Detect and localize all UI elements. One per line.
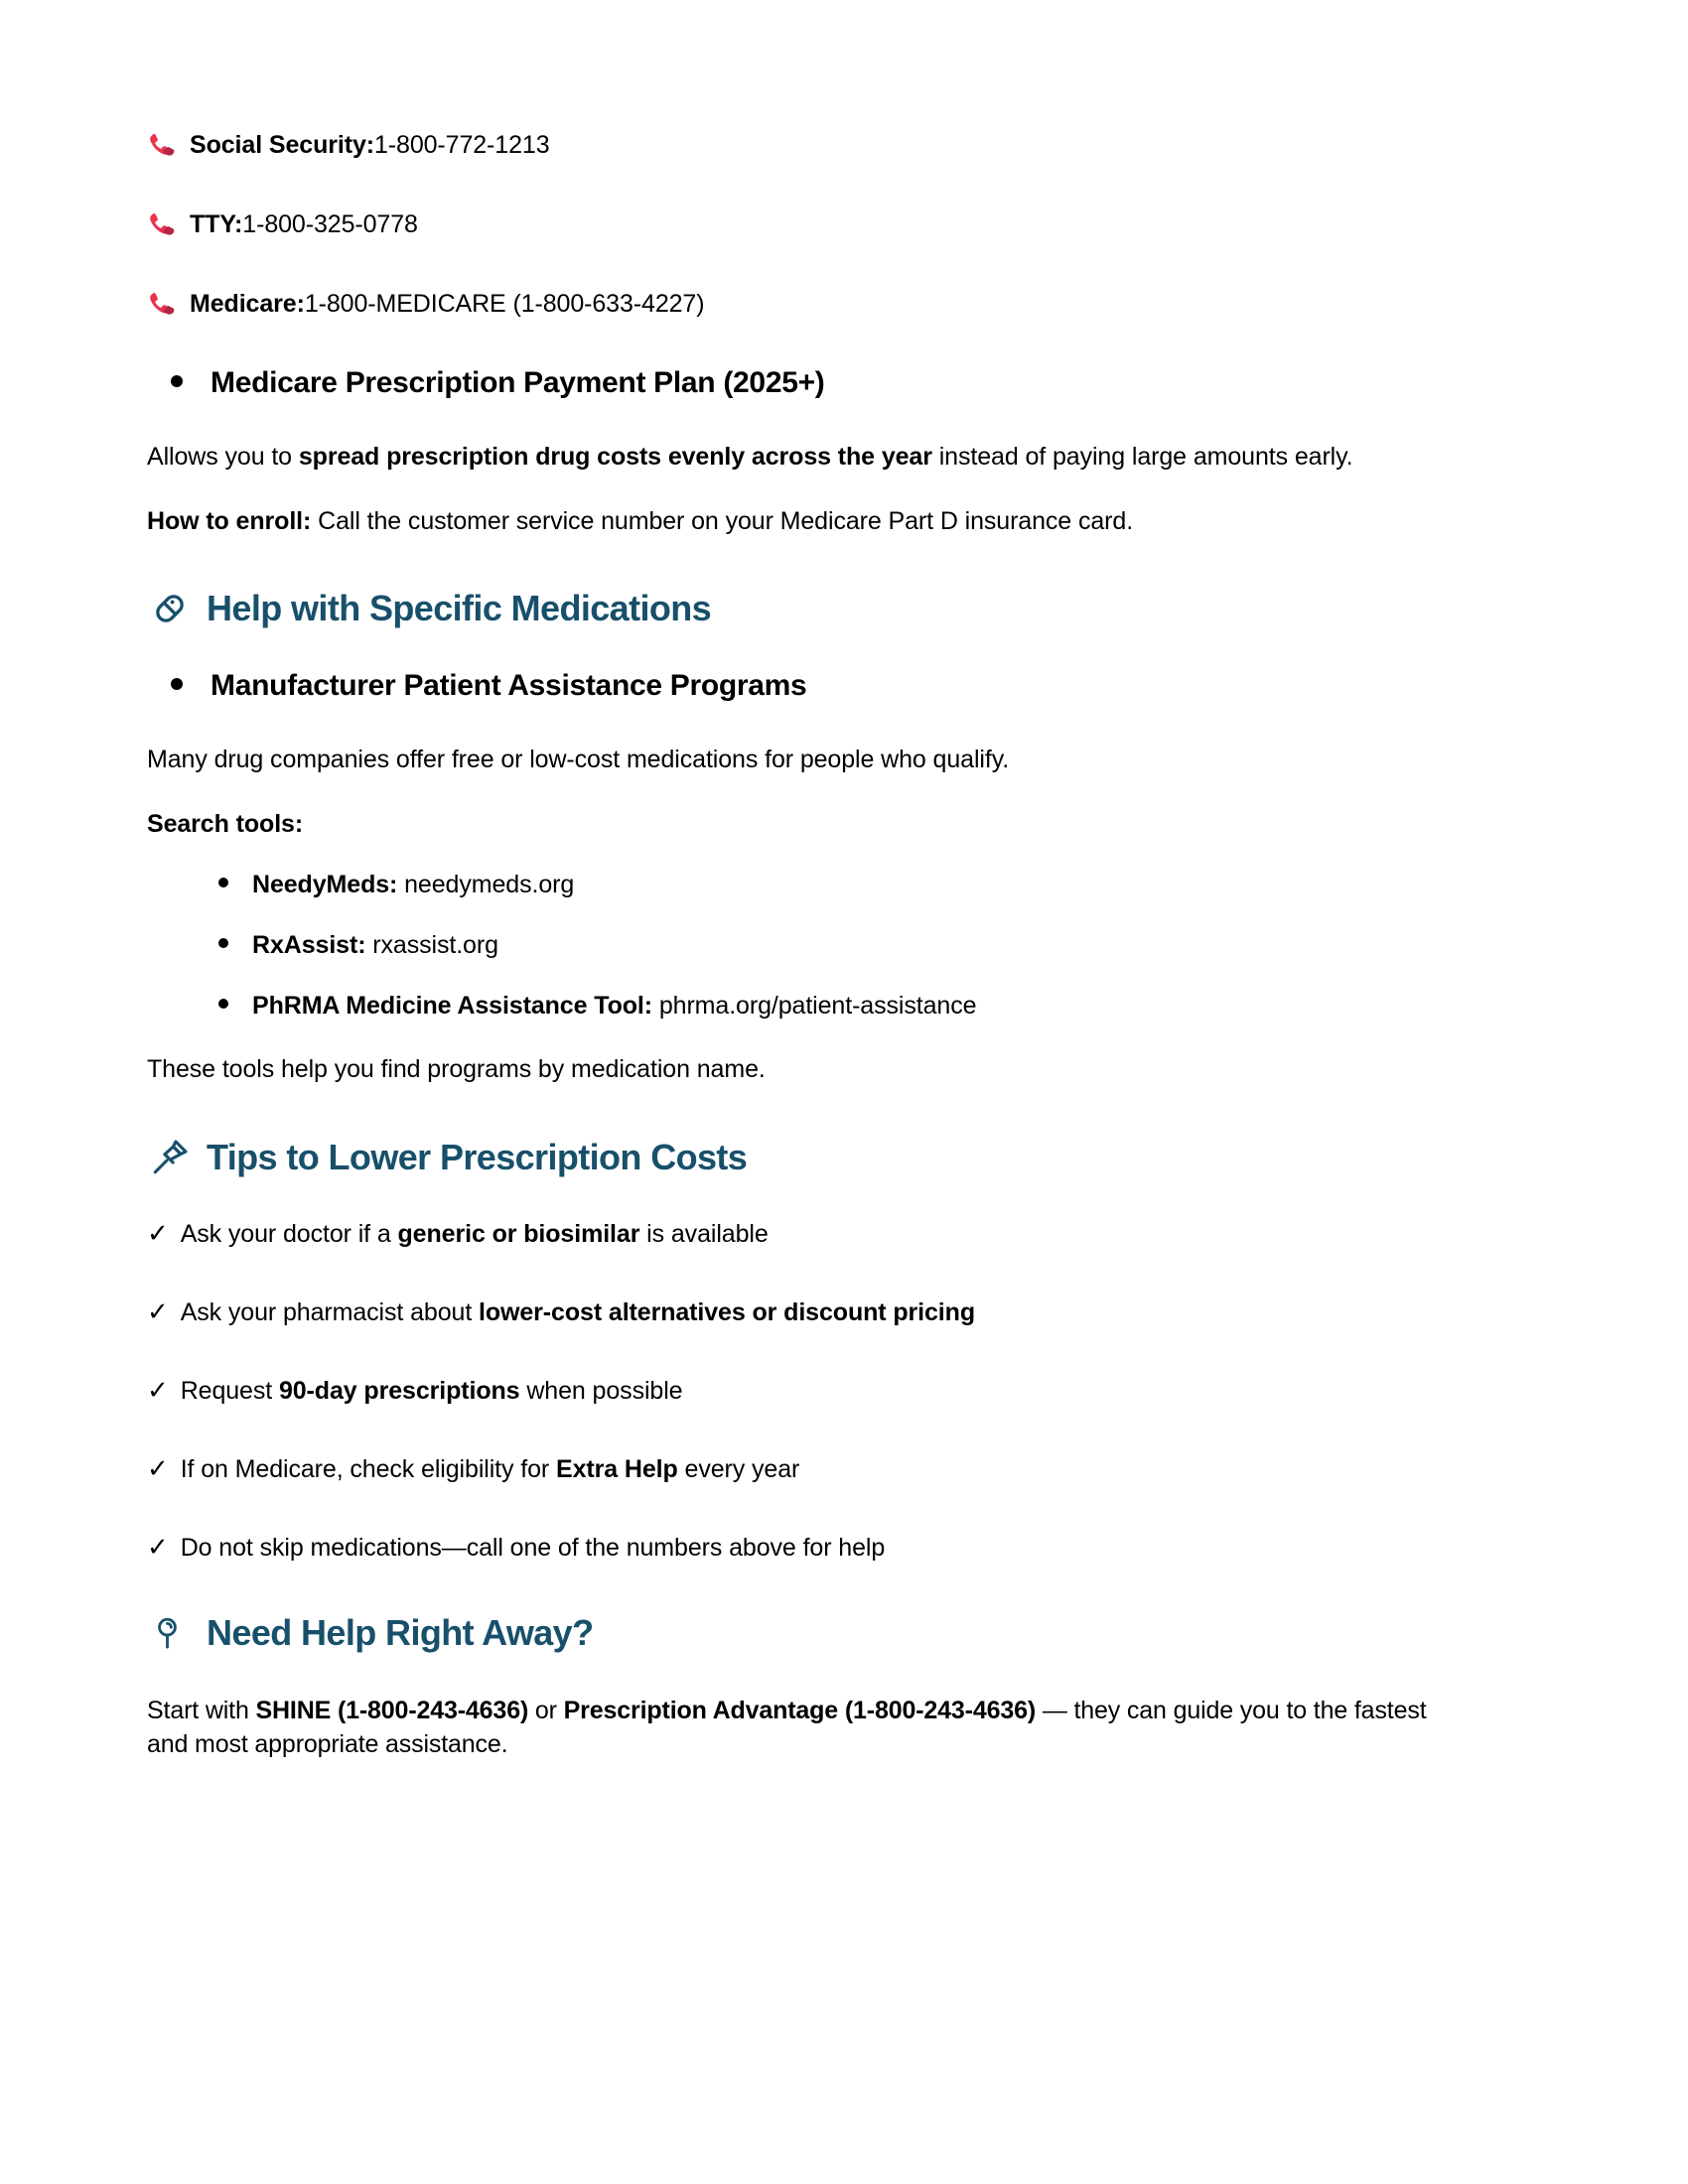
contact-list: [147, 129, 1529, 321]
urgent-bold-shine: SHINE (1-800-243-4636): [255, 1696, 529, 1724]
tip-before: Do not skip medications—call one of the numbers above for help: [180, 1533, 886, 1562]
bullet-dot-icon: [171, 375, 183, 387]
pill-capsule-icon: [147, 586, 193, 631]
bullet-heading-manufacturer-programs: [147, 669, 1529, 703]
tip-before: If on Medicare, check eligibility for: [180, 1454, 556, 1483]
urgent-bold-prescription-advantage: Prescription Advantage (1-800-243-4636): [563, 1696, 1037, 1724]
checkmark-icon: ✓: [147, 1452, 169, 1483]
checkmark-icon: ✓: [147, 1296, 169, 1326]
contact-label: TTY:: [190, 209, 243, 238]
desc-bold: spread prescription drug costs evenly across the year: [298, 443, 932, 472]
bullet-dot-icon: [171, 678, 183, 690]
tool-url: phrma.org/patient-assistance: [651, 992, 977, 1021]
tips-check-list: [147, 1218, 1529, 1563]
contact-row-tty: [147, 208, 1529, 242]
tip-before: Ask your pharmacist about: [180, 1297, 480, 1326]
checkmark-icon: ✓: [147, 1531, 169, 1562]
enroll-text: Call the customer service number on your Medicare Part D insurance card.: [311, 506, 1134, 535]
checkmark-icon: ✓: [147, 1217, 169, 1248]
telephone-icon: [147, 290, 175, 318]
tool-name: NeedyMeds:: [252, 871, 398, 899]
search-tools-label-text: Search tools:: [147, 809, 304, 838]
contact-value: 1-800-772-1213: [373, 131, 550, 159]
tip-before: Request: [180, 1376, 279, 1405]
stethoscope-icon: [147, 1610, 193, 1656]
checkmark-icon: ✓: [147, 1374, 169, 1405]
pushpin-icon: [147, 1135, 193, 1180]
payment-plan-enroll: [147, 504, 1428, 539]
payment-plan-title: Medicare Prescription Payment Plan (2025+): [211, 366, 825, 400]
section-title: Need Help Right Away?: [207, 1611, 594, 1653]
contact-value: 1-800-325-0778: [242, 209, 418, 238]
payment-plan-description: [147, 440, 1428, 475]
telephone-icon: [147, 210, 175, 238]
check-item: [147, 1297, 1529, 1327]
section-title: Tips to Lower Prescription Costs: [207, 1136, 748, 1177]
check-item: [147, 1218, 1529, 1249]
desc-after: instead of paying large amounts early.: [931, 443, 1353, 472]
telephone-icon: [147, 131, 175, 159]
bullet-dot-icon: [218, 938, 228, 948]
check-item: [147, 1532, 1529, 1563]
list-item: [218, 871, 1529, 899]
section-title: Help with Specific Medications: [207, 588, 712, 629]
tip-bold: 90-day prescriptions: [278, 1376, 520, 1405]
check-item: [147, 1375, 1529, 1406]
list-item: [218, 992, 1529, 1021]
tool-url: needymeds.org: [397, 871, 575, 899]
manufacturer-programs-title: Manufacturer Patient Assistance Programs: [211, 669, 807, 703]
contact-label: Social Security:: [190, 131, 374, 159]
list-item: [218, 931, 1529, 960]
contact-value: 1-800-MEDICARE (1-800-633-4227): [304, 289, 705, 318]
tip-bold: Extra Help: [556, 1454, 678, 1483]
urgent-help-paragraph: [147, 1694, 1458, 1762]
section-heading-tips: [147, 1135, 1529, 1180]
search-tools-list: [147, 871, 1529, 1021]
bullet-dot-icon: [218, 878, 228, 887]
bullet-dot-icon: [218, 999, 228, 1009]
urgent-middle: or: [528, 1696, 564, 1724]
tip-after: when possible: [519, 1376, 683, 1405]
section-heading-urgent-help: [147, 1610, 1529, 1656]
search-tools-outro: These tools help you find programs by medication name.: [147, 1055, 766, 1084]
bullet-heading-payment-plan: [147, 366, 1529, 400]
tip-bold: lower-cost alternatives or discount pricing: [479, 1297, 975, 1326]
contact-row-medicare: [147, 288, 1529, 322]
desc-before: Allows you to: [147, 443, 299, 472]
contact-row-social-security: [147, 129, 1529, 163]
search-tools-label: [147, 807, 1428, 842]
tool-url: rxassist.org: [365, 931, 498, 960]
enroll-label: How to enroll:: [147, 506, 312, 535]
urgent-after: — they can guide you to the fastest and most appropriate assistance.: [147, 1696, 1427, 1759]
tool-name: PhRMA Medicine Assistance Tool:: [252, 992, 652, 1021]
tip-after: every year: [677, 1454, 800, 1483]
tool-name: RxAssist:: [252, 931, 366, 960]
tip-after: is available: [639, 1219, 769, 1248]
check-item: [147, 1453, 1529, 1484]
urgent-before: Start with: [147, 1696, 256, 1724]
manufacturer-programs-intro: Many drug companies offer free or low-cost medications for people who qualify.: [147, 746, 1010, 774]
tip-bold: generic or biosimilar: [397, 1219, 640, 1248]
tip-before: Ask your doctor if a: [180, 1219, 398, 1248]
contact-label: Medicare:: [190, 289, 305, 318]
section-heading-specific-medications: [147, 586, 1529, 631]
